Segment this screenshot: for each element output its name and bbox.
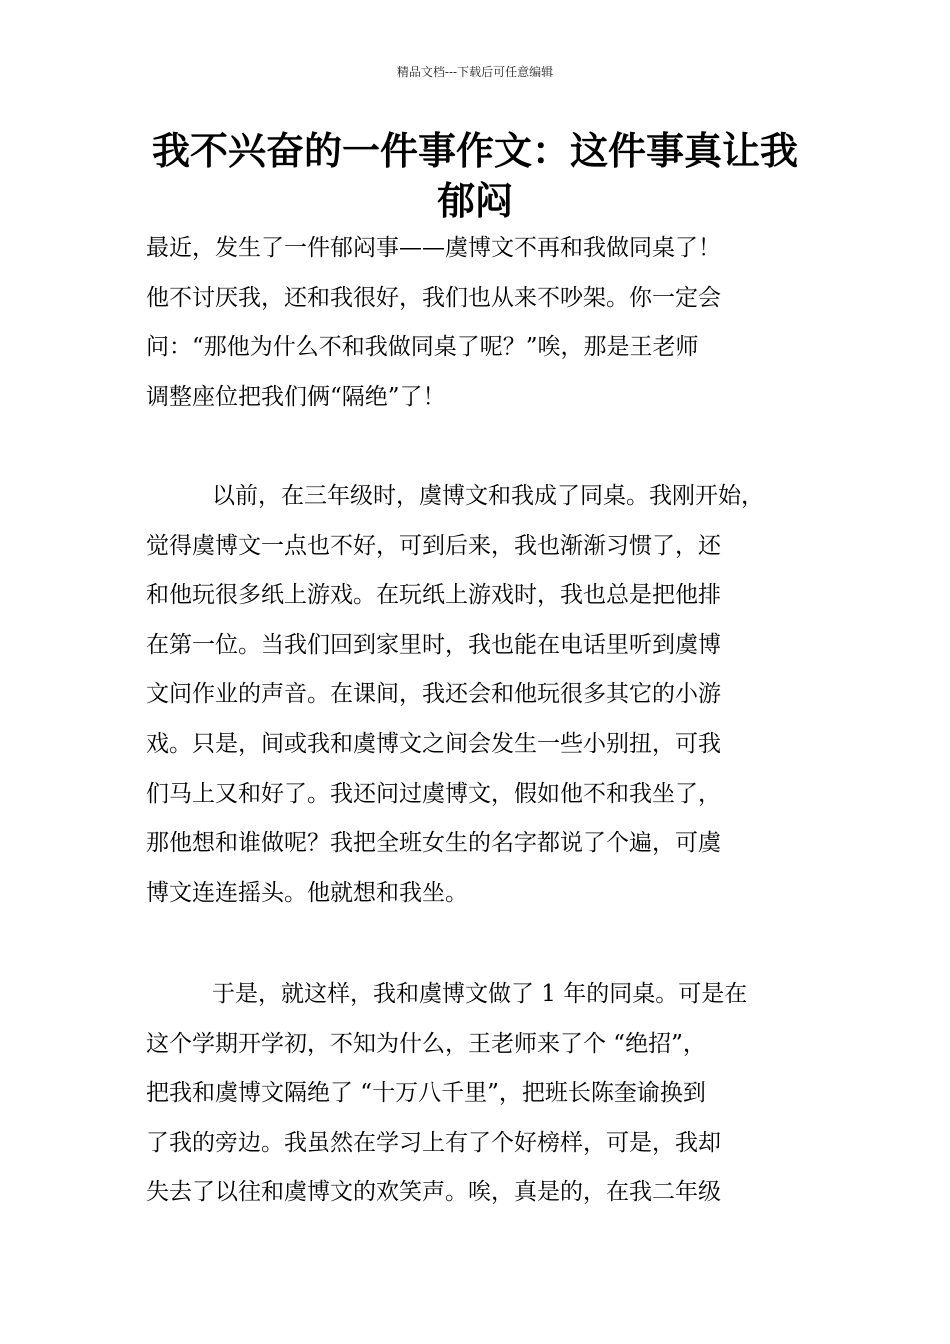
title-line-1: 我不兴奋的一件事作文：这件事真让我 <box>151 129 798 173</box>
text-line: 失去了以往和虞博文的欢笑声。唉，真是的，在我二年级 <box>146 1179 721 1206</box>
text-line: 戏。只是，间或我和虞博文之间会发生一些小别扭，可我 <box>146 730 721 757</box>
text-line: 以前，在三年级时，虞博文和我成了同桌。我刚开始， <box>212 483 764 509</box>
page-header: 精品文档---下载后可任意编辑 <box>396 65 554 79</box>
text-line: 调整座位把我们俩“隔绝”了！ <box>146 383 446 410</box>
text-line: 把我和虞博文隔绝了 “十万八千里”，把班长陈奎谕换到 <box>146 1080 706 1107</box>
text-line: 在第一位。当我们回到家里时，我也能在电话里听到虞博 <box>146 631 721 658</box>
text-line: 博文连连摇头。他就想和我坐。 <box>146 879 468 906</box>
text-line: 了我的旁边。我虽然在学习上有了个好榜样，可是，我却 <box>146 1129 721 1156</box>
text-line: 和他玩很多纸上游戏。在玩纸上游戏时，我也总是把他排 <box>146 582 721 609</box>
text-line: 们马上又和好了。我还问过虞博文，假如他不和我坐了， <box>146 780 721 807</box>
paragraph-2 <box>146 472 836 918</box>
title-line-2: 郁闷 <box>436 179 513 223</box>
document-title <box>125 126 825 226</box>
paragraph-1 <box>146 224 836 422</box>
text-line: 那他想和谁做呢？我把全班女生的名字都说了个遍，可虞 <box>146 830 721 857</box>
text-line: 觉得虞博文一点也不好，可到后来，我也渐渐习惯了，还 <box>146 532 721 559</box>
text-line: 于是，就这样，我和虞博文做了 1 年的同桌。可是在 <box>212 981 748 1007</box>
paragraph-3 <box>146 970 836 1218</box>
text-line: 文问作业的声音。在课间，我还会和他玩很多其它的小游 <box>146 681 721 708</box>
text-line: 这个学期开学初，不知为什么，王老师来了个 “绝招”， <box>146 1030 706 1057</box>
text-line: 最近，发生了一件郁闷事——虞博文不再和我做同桌了！ <box>146 235 721 261</box>
text-line: 问：“那他为什么不和我做同桌了呢？”唉，那是王老师 <box>146 334 699 361</box>
text-line: 他不讨厌我，还和我很好，我们也从来不吵架。你一定会 <box>146 284 721 311</box>
